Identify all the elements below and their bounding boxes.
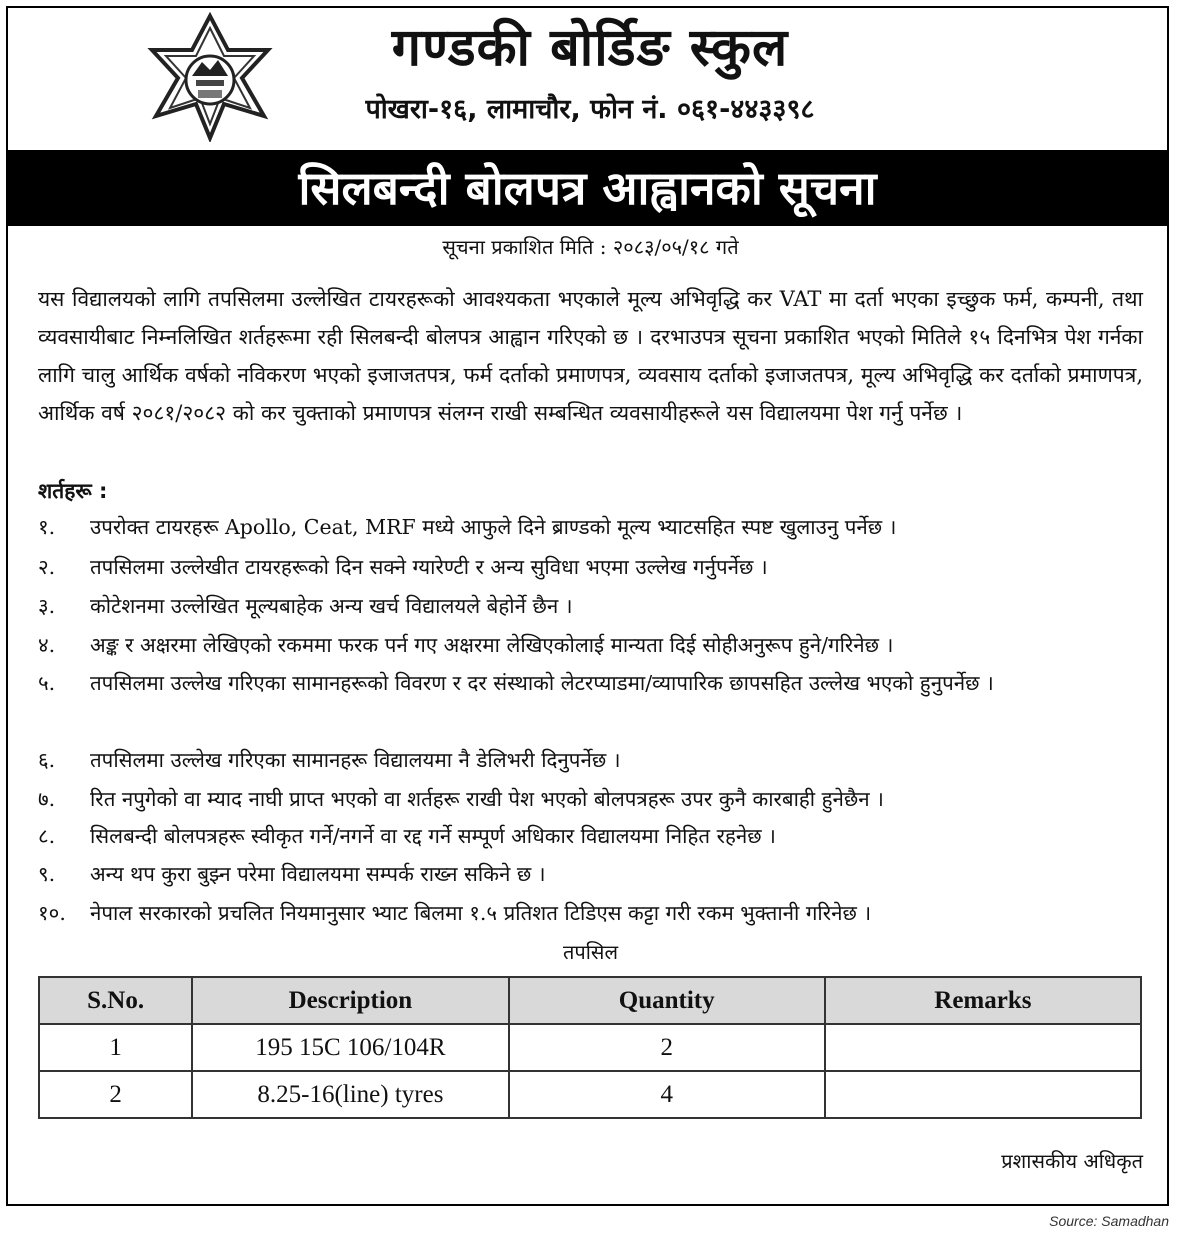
- conditions-heading: शर्तहरू :: [38, 479, 108, 503]
- condition-text: नेपाल सरकारको प्रचलित नियमानुसार भ्याट बिलमा १.५ प्रतिशत टिडिएस कट्टा गरी रकम भुक्तानी गरिनेछ ।: [90, 901, 872, 925]
- header-description: Description: [192, 977, 508, 1024]
- condition-text: अन्य थप कुरा बुझ्न परेमा विद्यालयमा सम्पर्क राख्न सकिने छ ।: [90, 862, 546, 886]
- condition-item: [38, 666, 1143, 700]
- condition-item: [38, 857, 1143, 891]
- condition-text: रित नपुगेको वा म्याद नाघी प्राप्त भएको वा शर्तहरू राखी पेश भएको बोलपत्रहरू उपर कुनै कारबाही हुनेछैन ।: [90, 787, 884, 811]
- condition-text: अङ्क र अक्षरमा लेखिएको रकममा फरक पर्न गए अक्षरमा लेखिएकोलाई मान्यता दिई सोहीअनुरूप हुने/गरिनेछ ।: [90, 633, 894, 657]
- cell-remarks: [825, 1071, 1141, 1118]
- condition-item: [38, 510, 1143, 544]
- star-emblem-icon: [140, 12, 280, 142]
- notice-title-banner: सिलबन्दी बोलपत्र आह्वानको सूचना: [6, 150, 1169, 226]
- cell-quantity: 2: [509, 1024, 825, 1071]
- condition-text: कोटेशनमा उल्लेखित मूल्यबाहेक अन्य खर्च विद्यालयले बेहोर्ने छैन ।: [90, 594, 573, 618]
- condition-number: ४.: [38, 633, 56, 657]
- condition-item: [38, 628, 1143, 662]
- condition-item: [38, 743, 1143, 777]
- published-date: सूचना प्रकाशित मिति : २०८३/०५/१८ गते: [442, 235, 739, 259]
- header-remarks: Remarks: [825, 977, 1141, 1024]
- condition-item: [38, 896, 1143, 930]
- cell-sno: 1: [39, 1024, 192, 1071]
- school-address: पोखरा-१६, लामाचौर, फोन नं. ०६१-४४३३९८: [365, 94, 815, 125]
- intro-paragraph: यस विद्यालयको लागि तपसिलमा उल्लेखित टायरहरूको आवश्यकता भएकाले मूल्य अभिवृद्धि कर VAT मा दर्ता भएका इच्छुक फर्म, कम्पनी, तथा व्यवसायीबाट निम्नलिखित शर्तहरूमा रही सिलबन्दी बोलपत्र आह्वान गरिएको छ । दरभाउपत्र सूचना प्रकाशित भएको मितिले १५ दिनभित्र पेश गर्नका लागि चालु आर्थिक वर्षको नविकरण भएको इजाजतपत्र, फर्म दर्ताको प्रमाणपत्र, व्यवसाय दर्ताको इजाजतपत्र, मूल्य अभिवृद्धि कर दर्ताको प्रमाणपत्र, आर्थिक वर्ष २०८१/२०८२ को कर चुक्ताको प्रमाणपत्र संलग्न राखी सम्बन्धित व्यवसायीहरूले यस विद्यालयमा पेश गर्नु पर्नेछ ।: [38, 287, 1143, 425]
- cell-description: 8.25-16(line) tyres: [192, 1071, 508, 1118]
- condition-number: ९.: [38, 862, 56, 886]
- items-table: [38, 976, 1142, 1119]
- table-header-row: [39, 977, 1141, 1024]
- condition-number: ६.: [38, 748, 56, 772]
- condition-number: २.: [38, 555, 56, 579]
- table-row: [39, 1071, 1141, 1118]
- tapasil-label: तपसिल: [562, 940, 619, 964]
- condition-text: तपसिलमा उल्लेख गरिएका सामानहरूको विवरण र दर संस्थाको लेटरप्याडमा/व्यापारिक छापसहित उल्लेख भएको हुनुपर्नेछ ।: [90, 671, 994, 695]
- condition-item: [38, 819, 1143, 853]
- condition-number: १०.: [38, 901, 66, 925]
- source-credit: Source: Samadhan: [1049, 1213, 1169, 1229]
- condition-text: तपसिलमा उल्लेख गरिएका सामानहरू विद्यालयमा नै डेलिभरी दिनुपर्नेछ ।: [90, 748, 621, 772]
- header-quantity: Quantity: [509, 977, 825, 1024]
- condition-number: ८.: [38, 824, 56, 848]
- condition-item: [38, 589, 1143, 623]
- condition-text: उपरोक्त टायरहरू Apollo, Ceat, MRF मध्ये आफुले दिने ब्राण्डको मूल्य भ्याटसहित स्पष्ट खुलाउनु पर्नेछ ।: [90, 515, 897, 539]
- cell-description: 195 15C 106/104R: [192, 1024, 508, 1071]
- header-sno: S.No.: [39, 977, 192, 1024]
- signatory-title: प्रशासकीय अधिकृत: [1001, 1149, 1143, 1173]
- school-name: गण्डकी बोर्डिङ स्कुल: [391, 18, 789, 78]
- condition-item: [38, 550, 1143, 584]
- condition-text: सिलबन्दी बोलपत्रहरू स्वीकृत गर्ने/नगर्ने वा रद्द गर्ने सम्पूर्ण अधिकार विद्यालयमा निहित रहनेछ ।: [90, 824, 776, 848]
- condition-number: ३.: [38, 594, 56, 618]
- condition-number: ५.: [38, 671, 56, 695]
- condition-item: [38, 782, 1143, 816]
- condition-number: ७.: [38, 787, 56, 811]
- condition-text: तपसिलमा उल्लेखीत टायरहरूको दिन सक्ने ग्यारेण्टी र अन्य सुविधा भएमा उल्लेख गर्नुपर्नेछ ।: [90, 555, 768, 579]
- cell-quantity: 4: [509, 1071, 825, 1118]
- table-row: [39, 1024, 1141, 1071]
- cell-sno: 2: [39, 1071, 192, 1118]
- cell-remarks: [825, 1024, 1141, 1071]
- condition-number: १.: [38, 515, 56, 539]
